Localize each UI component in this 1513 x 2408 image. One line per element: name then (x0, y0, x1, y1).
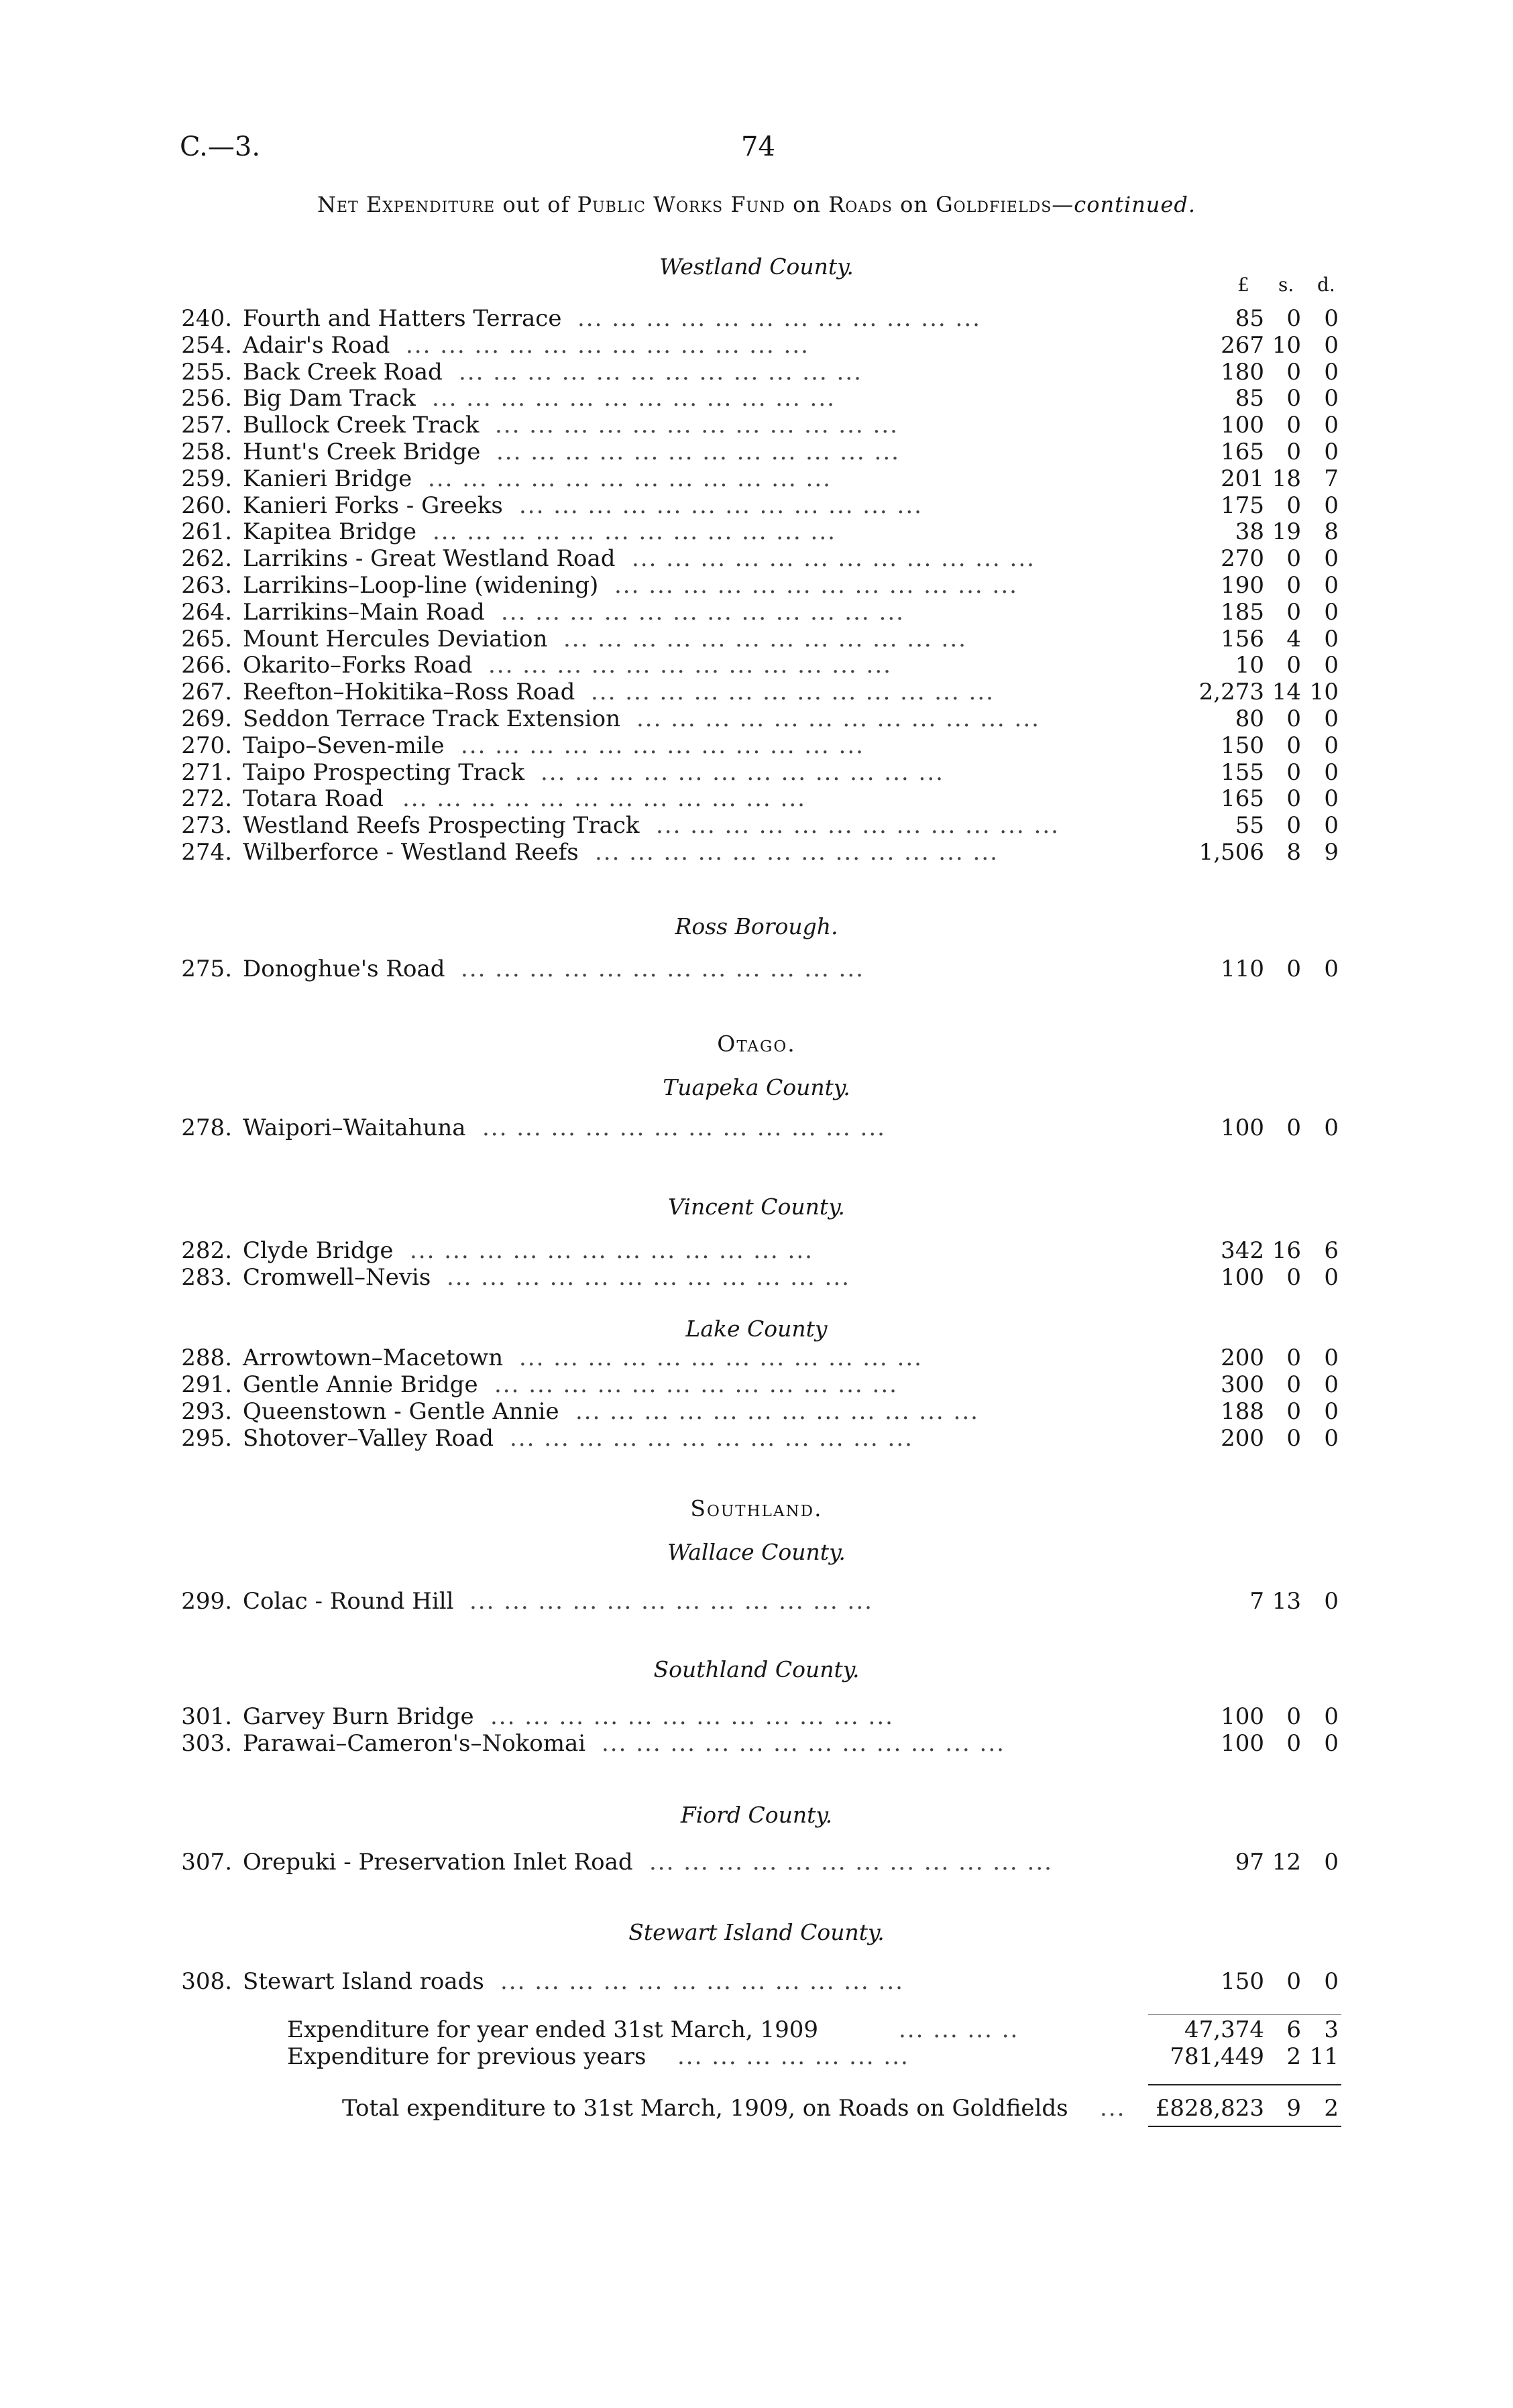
item-number: 299. (181, 1588, 232, 1615)
amount-pence: 0 (1324, 1703, 1339, 1730)
item-number: 270. (181, 732, 232, 759)
leader-dots: ... ... ... ... ... ... ... ... ... ... ... ... (510, 1425, 913, 1452)
leader-dots: ... ... ... ... ... ... ... ... ... ... ... ... (519, 492, 923, 519)
leader-dots: ... ... ... ... ... ... ... ... ... ... ... ... (432, 385, 836, 412)
item-number: 254. (181, 331, 232, 359)
table-row (0, 412, 1513, 439)
column-header-pence: d. (1317, 274, 1335, 296)
amount-pence: 0 (1324, 439, 1339, 465)
leader-dots: ... ... ... ... ... ... ... ... ... ... ... ... (496, 439, 900, 465)
table-row (0, 545, 1513, 572)
road-name: Adair's Road (243, 331, 390, 359)
leader-dots: ... ... ... ... ... ... ... ... ... ... ... ... (433, 518, 836, 546)
amount-shillings: 4 (1286, 625, 1301, 652)
road-name: Kanieri Bridge (243, 465, 412, 492)
amount-pence: 0 (1324, 652, 1339, 679)
road-name: Taipo–Seven-mile (243, 732, 445, 759)
table-row (0, 1264, 1513, 1291)
amount-pounds: 100 (1221, 1730, 1264, 1757)
amount-shillings: 0 (1286, 1344, 1301, 1371)
item-number: 303. (181, 1730, 232, 1757)
road-name: Larrikins–Loop-line (widening) (243, 572, 599, 599)
amount-pounds: 150 (1221, 732, 1264, 759)
item-number: 263. (181, 572, 232, 599)
title-part-2: out of (495, 192, 577, 217)
amount-pounds: 156 (1221, 625, 1264, 652)
amount-pence: 6 (1324, 1237, 1339, 1264)
amount-shillings: 0 (1286, 1730, 1301, 1757)
amount-shillings: 12 (1272, 1849, 1301, 1876)
section-southland-county: Southland County. (653, 1656, 860, 1682)
leader-dots: ... ... ... ... ... ... ... ... ... ... ... ... (447, 1264, 850, 1291)
road-name: Larrikins–Main Road (243, 598, 485, 626)
summary-previous-label: Expenditure for previous years (287, 2043, 647, 2070)
leader-dots: ... ... ... ... ... ... ... ... ... ... ... ... (461, 732, 864, 759)
summary-total-pence: 2 (1324, 2095, 1339, 2122)
leader-dots: ... ... ... ... ... ... ... ... ... ... ... ... (490, 1703, 894, 1730)
item-number: 291. (181, 1371, 232, 1398)
road-name: Parawai–Cameron's–Nokomai (243, 1730, 586, 1757)
amount-pounds: 100 (1221, 1114, 1264, 1141)
table-row (0, 332, 1513, 359)
section-wallace-county: Wallace County. (667, 1539, 846, 1565)
leader-dots: ... ... ... ... ... ... ... ... ... ... ... ... (602, 1730, 1005, 1757)
amount-pounds: 200 (1221, 1344, 1264, 1371)
leader-dots: ... ... ... ... ... ... ... ... ... ... ... ... (656, 812, 1060, 840)
leader-dots: ... ... ... ... ... ... ... ... ... ... ... ... (406, 331, 809, 359)
amount-pence: 0 (1324, 305, 1339, 332)
road-name: Taipo Prospecting Track (243, 758, 525, 786)
table-row (0, 1371, 1513, 1398)
item-number: 259. (181, 465, 232, 492)
amount-shillings: 0 (1286, 1371, 1301, 1398)
table-row (0, 465, 1513, 492)
item-number: 274. (181, 839, 232, 866)
amount-shillings: 0 (1286, 305, 1301, 332)
table-row (0, 1849, 1513, 1876)
amount-pounds: 7 (1249, 1588, 1264, 1615)
table-row (0, 705, 1513, 732)
leader-dots: ... ... ... ... ... ... ... ... ... ... ... ... (488, 652, 892, 679)
amount-pounds: 97 (1235, 1849, 1264, 1876)
amount-pounds: 1,506 (1198, 839, 1264, 866)
table-row (0, 759, 1513, 786)
section-fiord-county: Fiord County. (680, 1802, 833, 1828)
item-number: 262. (181, 545, 232, 573)
road-name: Big Dam Track (243, 385, 416, 412)
amount-pence: 0 (1324, 412, 1339, 439)
table-row (0, 1968, 1513, 1995)
road-name: Shotover–Valley Road (243, 1425, 494, 1452)
road-name: Westland Reefs Prospecting Track (243, 812, 640, 840)
amount-shillings: 0 (1286, 492, 1301, 519)
leader-dots: ... ... ... ... ... ... ... ... ... ... ... ... (519, 1344, 923, 1371)
amount-pence: 0 (1324, 1371, 1339, 1398)
amount-pounds: 200 (1221, 1425, 1264, 1452)
amount-pence: 0 (1324, 1588, 1339, 1615)
amount-pounds: 55 (1235, 812, 1264, 840)
road-name: Back Creek Road (243, 358, 443, 386)
amount-shillings: 8 (1286, 839, 1301, 866)
amount-pounds: 188 (1221, 1398, 1264, 1425)
table-row (0, 492, 1513, 519)
amount-shillings: 0 (1286, 545, 1301, 573)
amount-pence: 0 (1324, 1849, 1339, 1876)
table-row (0, 1588, 1513, 1615)
road-name: Totara Road (243, 785, 384, 813)
item-number: 301. (181, 1703, 232, 1730)
item-number: 260. (181, 492, 232, 519)
item-number: 282. (181, 1237, 232, 1264)
leader-dots: ... ... ... ... ... ... ... ... ... ... ... ... (495, 412, 899, 439)
table-row (0, 518, 1513, 545)
title-part-7: Goldfields (936, 192, 1052, 217)
amount-pounds: 155 (1221, 758, 1264, 786)
amount-pence: 0 (1324, 1398, 1339, 1425)
amount-pence: 0 (1324, 812, 1339, 840)
amount-pence: 0 (1324, 598, 1339, 626)
amount-shillings: 0 (1286, 385, 1301, 412)
table-row (0, 1398, 1513, 1425)
amount-shillings: 0 (1286, 1968, 1301, 1995)
table-row (0, 1114, 1513, 1141)
table-row (0, 1425, 1513, 1452)
road-name: Gentle Annie Bridge (243, 1371, 478, 1398)
amount-pounds: 150 (1221, 1968, 1264, 1995)
table-row (0, 1237, 1513, 1264)
page-title (0, 192, 1513, 217)
amount-pounds: 100 (1221, 1703, 1264, 1730)
item-number: 261. (181, 518, 232, 546)
item-number: 271. (181, 758, 232, 786)
total-top-rule (1148, 2084, 1341, 2085)
amount-pence: 0 (1324, 1425, 1339, 1452)
item-number: 266. (181, 652, 232, 679)
table-row (0, 626, 1513, 652)
table-row (0, 732, 1513, 759)
leader-dots: ... ... ... ... ... ... ... (677, 2043, 909, 2070)
amount-shillings: 13 (1272, 1588, 1301, 1615)
section-vincent-county: Vincent County. (668, 1194, 845, 1220)
leader-dots: ... ... ... ... ... ... ... ... ... ... ... ... (614, 572, 1018, 599)
amount-pence: 0 (1324, 492, 1339, 519)
table-row (0, 785, 1513, 812)
item-number: 278. (181, 1114, 232, 1141)
leader-dots: ... ... ... ... ... ... ... ... ... ... ... ... (494, 1371, 898, 1398)
document-reference: C.—3. (180, 131, 261, 162)
summary-previous-pence: 11 (1309, 2043, 1339, 2070)
section-southland: Southland. (690, 1495, 823, 1522)
amount-pence: 0 (1324, 572, 1339, 599)
item-number: 264. (181, 598, 232, 626)
road-name: Queenstown - Gentle Annie (243, 1398, 559, 1425)
table-row (0, 956, 1513, 982)
amount-shillings: 0 (1286, 652, 1301, 679)
leader-dots: ... ... ... ... ... ... ... ... ... ... ... ... (459, 358, 862, 386)
amount-pence: 0 (1324, 1968, 1339, 1995)
road-name: Arrowtown–Macetown (243, 1344, 504, 1371)
leader-dots: ... ... ... ... ... ... ... ... ... ... ... ... (636, 705, 1040, 732)
road-name: Reefton–Hokitika–Ross Road (243, 679, 575, 706)
table-row (0, 572, 1513, 599)
amount-pence: 8 (1324, 518, 1339, 546)
title-part-3: Public Works Fund (577, 192, 785, 217)
amount-pence: 0 (1324, 956, 1339, 982)
amount-pounds: 165 (1221, 439, 1264, 465)
amount-shillings: 0 (1286, 758, 1301, 786)
item-number: 256. (181, 385, 232, 412)
road-name: Garvey Burn Bridge (243, 1703, 474, 1730)
amount-pounds: 342 (1221, 1237, 1264, 1264)
table-row (0, 812, 1513, 839)
road-name: Kapitea Bridge (243, 518, 416, 546)
amount-shillings: 19 (1272, 518, 1301, 546)
amount-shillings: 0 (1286, 358, 1301, 386)
leader-dots: ... ... ... ... ... ... ... ... ... ... ... ... (563, 625, 967, 652)
column-header-pounds: £ (1237, 274, 1249, 296)
amount-pounds: 110 (1221, 956, 1264, 982)
item-number: 272. (181, 785, 232, 813)
amount-shillings: 0 (1286, 812, 1301, 840)
amount-pence: 7 (1324, 465, 1339, 492)
page-number: 74 (741, 131, 775, 162)
amount-shillings: 0 (1286, 1703, 1301, 1730)
leader-dots: ... ... ... ... ... ... ... ... ... ... ... ... (469, 1588, 873, 1615)
summary-previous-row (0, 2043, 1513, 2070)
title-part-6: on (892, 192, 936, 217)
amount-shillings: 0 (1286, 1114, 1301, 1141)
summary-year-pence: 3 (1324, 2016, 1339, 2043)
amount-pence: 0 (1324, 1730, 1339, 1757)
total-bottom-rule (1148, 2126, 1341, 2127)
leader-dots: ... ... ... ... ... ... ... ... ... ... ... ... (482, 1114, 886, 1141)
road-name: Stewart Island roads (243, 1968, 484, 1995)
road-name: Colac - Round Hill (243, 1588, 454, 1615)
amount-shillings: 0 (1286, 1398, 1301, 1425)
item-number: 308. (181, 1968, 232, 1995)
item-number: 257. (181, 412, 232, 439)
road-name: Kanieri Forks - Greeks (243, 492, 503, 519)
leader-dots: ... ... ... ... ... ... ... ... ... ... ... ... (595, 839, 999, 866)
table-row (0, 385, 1513, 412)
amount-pounds: 85 (1235, 305, 1264, 332)
title-part-4: on (785, 192, 829, 217)
amount-pence: 9 (1324, 839, 1339, 866)
title-part-5: Roads (828, 192, 893, 217)
amount-pounds: 267 (1221, 331, 1264, 359)
item-number: 295. (181, 1425, 232, 1452)
table-row (0, 679, 1513, 705)
amount-pence: 0 (1324, 1264, 1339, 1291)
leader-dots: ... ... ... ... ... ... ... ... ... ... ... ... (632, 545, 1035, 573)
amount-pounds: 180 (1221, 358, 1264, 386)
table-row (0, 1730, 1513, 1757)
leader-dots: ... ... ... ... ... ... ... ... ... ... ... ... (591, 679, 995, 706)
leader-dots: ... ... ... ... ... ... ... ... ... ... ... ... (428, 465, 832, 492)
title-part-8: —continued. (1052, 192, 1196, 217)
subtotal-top-rule (1148, 2014, 1341, 2015)
table-row (0, 359, 1513, 386)
amount-pence: 0 (1324, 625, 1339, 652)
table-row (0, 1703, 1513, 1730)
amount-pounds: 38 (1235, 518, 1264, 546)
amount-pounds: 85 (1235, 385, 1264, 412)
road-name: Donoghue's Road (243, 956, 445, 982)
amount-pence: 0 (1324, 385, 1339, 412)
amount-shillings: 0 (1286, 439, 1301, 465)
leader-dots: ... ... ... ... ... ... ... ... ... ... ... ... (410, 1237, 814, 1264)
amount-shillings: 0 (1286, 1264, 1301, 1291)
amount-pence: 10 (1309, 679, 1339, 706)
amount-pounds: 10 (1235, 652, 1264, 679)
amount-shillings: 0 (1286, 956, 1301, 982)
summary-total-row (0, 2095, 1513, 2122)
amount-pounds: 201 (1221, 465, 1264, 492)
summary-year-pounds: 47,374 (1184, 2016, 1264, 2043)
amount-shillings: 0 (1286, 598, 1301, 626)
summary-total-shillings: 9 (1286, 2095, 1301, 2122)
item-number: 307. (181, 1849, 232, 1876)
amount-shillings: 0 (1286, 572, 1301, 599)
road-name: Clyde Bridge (243, 1237, 394, 1264)
leader-dots: ... ... ... ... ... ... ... ... ... ... ... ... (461, 956, 864, 982)
leader-dots: ... ... ... ... ... ... ... ... ... ... ... ... (402, 785, 806, 813)
summary-total-pounds: £828,823 (1155, 2095, 1264, 2122)
summary-year-shillings: 6 (1286, 2016, 1301, 2043)
road-name: Wilberforce - Westland Reefs (243, 839, 579, 866)
amount-pounds: 100 (1221, 412, 1264, 439)
amount-pounds: 175 (1221, 492, 1264, 519)
amount-pounds: 165 (1221, 785, 1264, 813)
amount-pounds: 190 (1221, 572, 1264, 599)
summary-year-row (0, 2016, 1513, 2043)
section-stewart-island-county: Stewart Island County. (628, 1919, 885, 1945)
amount-shillings: 16 (1272, 1237, 1301, 1264)
amount-pounds: 2,273 (1198, 679, 1264, 706)
road-name: Orepuki - Preservation Inlet Road (243, 1849, 633, 1876)
road-name: Hunt's Creek Bridge (243, 439, 481, 465)
item-number: 240. (181, 305, 232, 332)
amount-shillings: 0 (1286, 1425, 1301, 1452)
item-number: 258. (181, 439, 232, 465)
item-number: 255. (181, 358, 232, 386)
item-number: 267. (181, 679, 232, 706)
amount-shillings: 0 (1286, 412, 1301, 439)
summary-year-label: Expenditure for year ended 31st March, 1909 (287, 2016, 819, 2043)
amount-pence: 0 (1324, 758, 1339, 786)
amount-pence: 0 (1324, 358, 1339, 386)
leader-dots: ... ... ... ... ... ... ... ... ... ... ... ... (575, 1398, 979, 1425)
table-row (0, 305, 1513, 332)
leader-dots: ... (1100, 2095, 1126, 2122)
road-name: Seddon Terrace Track Extension (243, 705, 621, 732)
section-ross-borough: Ross Borough. (675, 913, 838, 939)
road-name: Mount Hercules Deviation (243, 625, 548, 652)
road-name: Okarito–Forks Road (243, 652, 473, 679)
amount-pounds: 270 (1221, 545, 1264, 573)
amount-pounds: 100 (1221, 1264, 1264, 1291)
road-name: Cromwell–Nevis (243, 1264, 431, 1291)
amount-pence: 0 (1324, 1114, 1339, 1141)
amount-pounds: 300 (1221, 1371, 1264, 1398)
item-number: 275. (181, 956, 232, 982)
item-number: 288. (181, 1344, 232, 1371)
amount-shillings: 14 (1272, 679, 1301, 706)
amount-shillings: 0 (1286, 732, 1301, 759)
amount-shillings: 10 (1272, 331, 1301, 359)
amount-shillings: 0 (1286, 705, 1301, 732)
leader-dots: ... ... ... .. (899, 2016, 1019, 2043)
section-lake-county: Lake County (685, 1316, 828, 1342)
item-number: 269. (181, 705, 232, 732)
table-row (0, 1344, 1513, 1371)
amount-pounds: 185 (1221, 598, 1264, 626)
amount-pence: 0 (1324, 1344, 1339, 1371)
column-header-shillings: s. (1278, 274, 1294, 296)
leader-dots: ... ... ... ... ... ... ... ... ... ... ... ... (541, 758, 944, 786)
amount-pence: 0 (1324, 732, 1339, 759)
amount-shillings: 18 (1272, 465, 1301, 492)
amount-pence: 0 (1324, 545, 1339, 573)
table-row (0, 839, 1513, 866)
title-part-1: Net Expenditure (317, 192, 496, 217)
road-name: Larrikins - Great Westland Road (243, 545, 616, 573)
table-row (0, 652, 1513, 679)
amount-pounds: 80 (1235, 705, 1264, 732)
road-name: Waipori–Waitahuna (243, 1114, 466, 1141)
leader-dots: ... ... ... ... ... ... ... ... ... ... ... ... (649, 1849, 1053, 1876)
section-tuapeka-county: Tuapeka County. (663, 1074, 850, 1100)
item-number: 293. (181, 1398, 232, 1425)
leader-dots: ... ... ... ... ... ... ... ... ... ... ... ... (500, 1968, 904, 1995)
item-number: 265. (181, 625, 232, 652)
road-name: Bullock Creek Track (243, 412, 480, 439)
section-otago: Otago. (717, 1031, 796, 1057)
amount-shillings: 0 (1286, 785, 1301, 813)
table-row (0, 599, 1513, 626)
summary-previous-pounds: 781,449 (1170, 2043, 1264, 2070)
amount-pence: 0 (1324, 705, 1339, 732)
road-name: Fourth and Hatters Terrace (243, 305, 562, 332)
item-number: 283. (181, 1264, 232, 1291)
leader-dots: ... ... ... ... ... ... ... ... ... ... ... ... (501, 598, 905, 626)
summary-total-label: Total expenditure to 31st March, 1909, on Roads on Goldfields (342, 2095, 1068, 2122)
table-row (0, 439, 1513, 465)
item-number: 273. (181, 812, 232, 840)
leader-dots: ... ... ... ... ... ... ... ... ... ... ... ... (577, 305, 981, 332)
summary-previous-shillings: 2 (1286, 2043, 1301, 2070)
section-westland-county: Westland County. (659, 253, 854, 280)
amount-pence: 0 (1324, 331, 1339, 359)
amount-pence: 0 (1324, 785, 1339, 813)
